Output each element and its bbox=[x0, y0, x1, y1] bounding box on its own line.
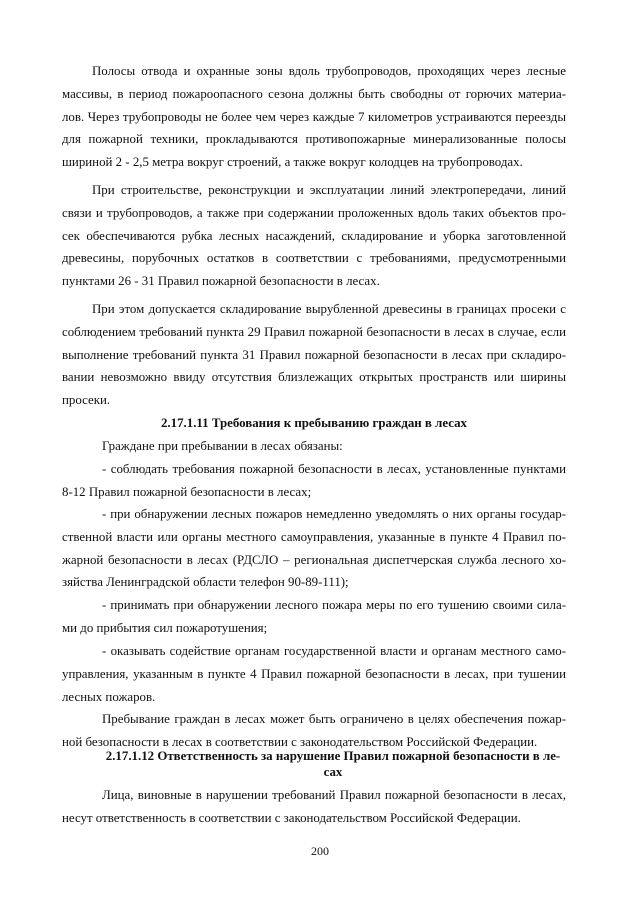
paragraph-timber-storage bbox=[62, 298, 566, 412]
paragraph-restriction bbox=[62, 708, 566, 754]
list-item-assist-authorities bbox=[62, 640, 566, 708]
text-line: - при обнаружении лесных пожаров немедленно уведомлять о них органы государ- bbox=[102, 507, 566, 521]
heading-line: 2.17.1.11 Требования к пребыванию граждан в лесах bbox=[160, 416, 467, 430]
text-line: - соблюдать требования пожарной безопасности в лесах, установленные пунктами bbox=[102, 462, 566, 476]
text-line: лесных пожаров. bbox=[62, 689, 156, 704]
section-heading-liability bbox=[100, 748, 566, 780]
section-heading-citizens bbox=[62, 412, 566, 435]
paragraph-pipeline-zones bbox=[62, 60, 566, 174]
text-line: лов. Через трубопроводы не более чем через каждые 7 километров устраиваются переезды bbox=[62, 109, 566, 124]
list-item-observe-rules bbox=[62, 458, 566, 504]
text-line: соблюдением требований пункта 29 Правил пожарной безопасности в лесах в случае, если bbox=[62, 324, 566, 339]
text-line: Пребывание граждан в лесах может быть ограничено в целях обеспечения пожар- bbox=[102, 712, 566, 726]
paragraph-power-lines bbox=[62, 179, 566, 293]
text-line: Лица, виновные в нарушении требований Правил пожарной безопасности в лесах, bbox=[102, 788, 566, 802]
heading-line: сах bbox=[323, 765, 343, 779]
text-line: массивы, в период пожароопасного сезона должны быть свободны от горючих материа- bbox=[62, 86, 566, 101]
text-line: При строительстве, реконструкции и эксплуатации линий электропередачи, линий bbox=[92, 183, 566, 197]
text-line: 8-12 Правил пожарной безопасности в лесах; bbox=[62, 484, 312, 499]
paragraph-intro bbox=[62, 435, 566, 458]
text-line: зяйства Ленинградской области телефон 90-89-111); bbox=[62, 575, 349, 590]
text-line: сек обеспечиваются рубка лесных насаждений, складирование и уборка заготовленной bbox=[62, 228, 566, 243]
text-line: ственной власти или органы местного самоуправления, указанные в пункте 4 Правил по- bbox=[62, 529, 566, 544]
text-line: несут ответственность в соответствии с законодательством Российской Федерации. bbox=[62, 810, 521, 825]
text-line: Полосы отвода и охранные зоны вдоль трубопроводов, проходящих через лесные bbox=[92, 64, 566, 78]
page-number: 200 bbox=[311, 844, 329, 858]
heading-line: 2.17.1.12 Ответственность за нарушение Правил пожарной безопасности в ле- bbox=[105, 749, 561, 763]
text-line: управления, указанным в пункте 4 Правил пожарной безопасности в лесах, при тушении bbox=[62, 666, 566, 681]
text-line: Граждане при пребывании в лесах обязаны: bbox=[102, 439, 343, 453]
text-line: пунктами 26 - 31 Правил пожарной безопасности в лесах. bbox=[62, 274, 380, 289]
paragraph-liability bbox=[62, 784, 566, 830]
text-line: вании невозможно ввиду отсутствия близлежащих открытых пространств или ширины bbox=[62, 370, 566, 385]
text-line: - принимать при обнаружении лесного пожара меры по его тушению своими сила- bbox=[102, 598, 566, 612]
text-line: шириной 2 - 2,5 метра вокруг строений, а также вокруг колодцев на трубопроводах. bbox=[62, 155, 523, 170]
text-line: жарной безопасности в лесах (РДСЛО – региональная диспетчерская служба лесного хо- bbox=[62, 552, 566, 567]
text-line: просеки. bbox=[62, 393, 111, 408]
text-line: выполнение требований пункта 31 Правил пожарной безопасности в лесах при складиро- bbox=[62, 347, 566, 362]
text-line: ми до прибытия сил пожаротушения; bbox=[62, 620, 268, 635]
list-item-report-fires bbox=[62, 503, 566, 594]
list-item-extinguish bbox=[62, 594, 566, 640]
text-line: для пожарной техники, прокладываются противопожарные минерализованные полосы bbox=[62, 132, 566, 147]
text-line: связи и трубопроводов, а также при содержании проложенных вдоль таких объектов про- bbox=[62, 205, 566, 220]
text-line: - оказывать содействие органам государственной власти и органам местного само- bbox=[102, 644, 566, 658]
text-line: древесины, порубочных остатков в соответствии с требованиями, предусмотренными bbox=[62, 251, 566, 266]
text-line: ной безопасности в лесах в соответствии с законодательством Российской Федерации. bbox=[62, 734, 538, 749]
text-line: При этом допускается складирование вырубленной древесины в границах просеки с bbox=[92, 302, 566, 316]
